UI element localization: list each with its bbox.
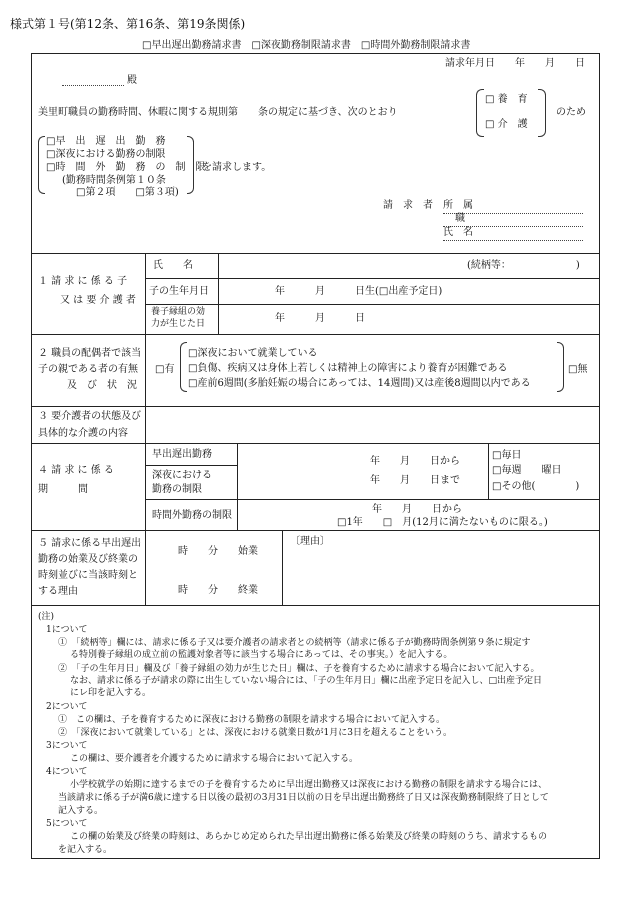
sec3-content-field[interactable] — [150, 406, 599, 443]
sec2-cond-birth-checkbox[interactable]: □産前6週間(多胎妊娠の場合にあっては、14週間)又は産後8週間以内である — [188, 378, 531, 389]
option-overtime-limit-checkbox[interactable]: □時 間 外 勤 務 の 制 限 — [46, 162, 206, 173]
request-date[interactable]: 請求年月日 年 月 日 — [445, 58, 585, 69]
sec5-reason-field[interactable]: 〔理由〕 — [290, 536, 330, 547]
sec4-night-label-line1: 深夜における — [152, 470, 212, 481]
sec4-every-week-checkbox[interactable]: □毎週 曜日 — [492, 465, 562, 476]
sec5-label-line4: する理由 — [38, 586, 78, 597]
frame-bottom — [31, 858, 600, 859]
notes-4-head: 4について — [46, 767, 88, 777]
sec3-label-line2: 具体的な介護の内容 — [38, 428, 128, 439]
name-label: 氏 名 — [443, 227, 473, 238]
sec1-name-label: 氏 名 — [153, 260, 193, 271]
option-early-late-checkbox[interactable]: □早 出 遅 出 勤 務 — [46, 136, 166, 147]
notes-2-2: ② 「深夜において就業している」とは、深夜における就業日数が1月に3日を超えることをいう。 — [58, 728, 452, 738]
purpose-nursing-checkbox[interactable]: □ 介 護 — [485, 119, 528, 130]
sec5-start-field[interactable]: 時 分 始業 — [178, 546, 258, 557]
notes-2-head: 2について — [46, 702, 88, 712]
frame-top — [31, 53, 600, 54]
notes-4-1a: 小学校就学の始期に達するまでの子を養育するために早出遅出勤務又は深夜における勤務の制限を請求する場合には、 — [70, 780, 548, 790]
sec1-adopt-field[interactable]: 年 月 日 — [275, 313, 365, 324]
sec2-label-line3: 及 び 状 況 — [67, 380, 137, 391]
sec4-label-line1: ４ 請 求 に 係 る — [38, 465, 114, 476]
dept-label: 所 属 — [443, 200, 473, 211]
sec4-early-late-label: 早出遅出勤務 — [152, 449, 212, 460]
notes-4-1c: 記入する。 — [58, 806, 104, 816]
requester-label: 請 求 者 — [383, 200, 433, 211]
statement-text: 美里町職員の勤務時間、休暇に関する規則第 条の規定に基づき、次のとおり — [38, 107, 398, 118]
sec2-label-line1: ２ 職員の配偶者で該当 — [38, 348, 142, 359]
sec1-relation-field[interactable]: (続柄等： ) — [467, 260, 580, 271]
notes-1-2a: ② 「子の生年月日」欄及び「養子縁組の効力が生じた日」欄は、子を養育するために請求する場合において記入する。 — [58, 664, 540, 674]
purpose-childcare-checkbox[interactable]: □ 養 育 — [485, 94, 528, 105]
notes-1-2c: にレ印を記入する。 — [70, 688, 152, 698]
notes-1-2b: なお、請求に係る子が請求の際に出生していない場合には、「子の生年月日」欄に出産予定日を記入し、□出産予定日 — [70, 676, 543, 686]
sec5-end-field[interactable]: 時 分 終業 — [178, 585, 258, 596]
frame-left — [31, 53, 32, 859]
notes-1-head: 1について — [46, 625, 88, 635]
addressee-line[interactable] — [62, 85, 124, 86]
sec2-cond-night-checkbox[interactable]: □深夜において就業している — [188, 348, 318, 359]
form-number: 様式第１号(第12条、第16条、第19条関係) — [10, 17, 246, 31]
sec4-night-label-line2: 勤務の制限 — [152, 484, 202, 495]
sec5-label-line1: ５ 請求に係る早出遅出 — [38, 538, 142, 549]
notes-3-head: 3について — [46, 741, 88, 751]
sec1-birth-field[interactable]: 年 月 日生(□出産予定日) — [275, 286, 443, 297]
notes-5-1b: を記入する。 — [58, 845, 113, 855]
sec4-from-field[interactable]: 年 月 日から — [370, 456, 460, 467]
request-suffix-text: を請求します。 — [202, 162, 272, 173]
option-clause-checkboxes[interactable]: □第２項 □第３項) — [76, 187, 179, 198]
notes-2-1: ① この欄は、子を養育するために深夜における勤務の制限を請求する場合において記入する。 — [58, 715, 446, 725]
notes-5-head: 5について — [46, 819, 88, 829]
notes-4-1b: 当該請求に係る子が満6歳に達する日以後の最初の3月31日以前の日を早出遅出勤務終了日又は深夜勤務制限終了日として — [58, 793, 549, 803]
notes-1-1a: ① 「続柄等」欄には、請求に係る子又は要介護者の請求者との続柄等（請求に係る子が勤務時間条例第９条に規定す — [58, 638, 531, 648]
for-purpose-text: のため — [556, 107, 586, 118]
sec3-label-line1: ３ 要介護者の状態及び — [38, 411, 142, 422]
sec5-label-line2: 勤務の始業及び終業の — [38, 554, 138, 565]
form-type-checkboxes[interactable]: □早出遅出勤務請求書 □深夜勤務制限請求書 □時間外勤務制限請求書 — [142, 40, 471, 51]
addressee-suffix: 殿 — [127, 75, 137, 86]
sec2-cond-illness-checkbox[interactable]: □負傷、疾病又は身体上若しくは精神上の障害により養育が困難である — [188, 363, 508, 374]
sec1-adopt-label-line1: 養子縁組の効 — [151, 307, 206, 317]
purpose-bracket-right — [538, 89, 546, 137]
sec2-label-line2: 子の親である者の有無 — [38, 364, 138, 375]
notes-title: (注) — [38, 612, 55, 622]
sec1-adopt-label-line2: 力が生じた日 — [151, 319, 206, 329]
name-field[interactable] — [443, 240, 583, 241]
option-bracket-left — [38, 136, 45, 194]
sec5-label-line3: 時刻並びに当該時刻と — [38, 570, 138, 581]
sec4-label-line2: 期 間 — [38, 484, 88, 495]
notes-1-1b: る特別養子縁組の成立前の監護対象者等に該当する場合にあっては、その事実。）を記入する。 — [70, 650, 453, 660]
sec1-label-line2: 又 は 要 介 護 者 — [60, 295, 136, 306]
sec2-yes-checkbox[interactable]: □有 — [155, 364, 175, 375]
purpose-bracket-left — [476, 89, 484, 137]
notes-5-1a: この欄の始業及び終業の時刻は、あらかじめ定められた早出遅出勤務に係る始業及び終業の時刻のうち、請求するもの — [70, 832, 548, 842]
option-rule-text: (勤務時間条例第１０条 — [62, 175, 166, 186]
sec4-every-day-checkbox[interactable]: □毎日 — [492, 450, 522, 461]
sec2-no-checkbox[interactable]: □無 — [568, 364, 588, 375]
notes-3-1: この欄は、要介護者を介護するために請求する場合において記入する。 — [70, 754, 359, 764]
option-night-limit-checkbox[interactable]: □深夜における勤務の制限 — [46, 149, 166, 160]
sec4-overtime-from-field[interactable]: 年 月 日から — [372, 504, 462, 515]
sec4-overtime-period-checkboxes[interactable]: □1年 □ 月(12月に満たないものに限る。) — [337, 517, 548, 528]
sec1-birth-label: 子の生年月日 — [149, 286, 209, 297]
sec4-to-field[interactable]: 年 月 日まで — [370, 475, 460, 486]
title-label: 職 — [455, 213, 465, 224]
sec4-other-checkbox[interactable]: □その他( ) — [492, 481, 580, 492]
frame-right — [599, 53, 600, 859]
sec1-label-line1: １ 請 求 に 係 る 子 — [38, 276, 128, 287]
sec4-overtime-label: 時間外勤務の制限 — [152, 510, 232, 521]
